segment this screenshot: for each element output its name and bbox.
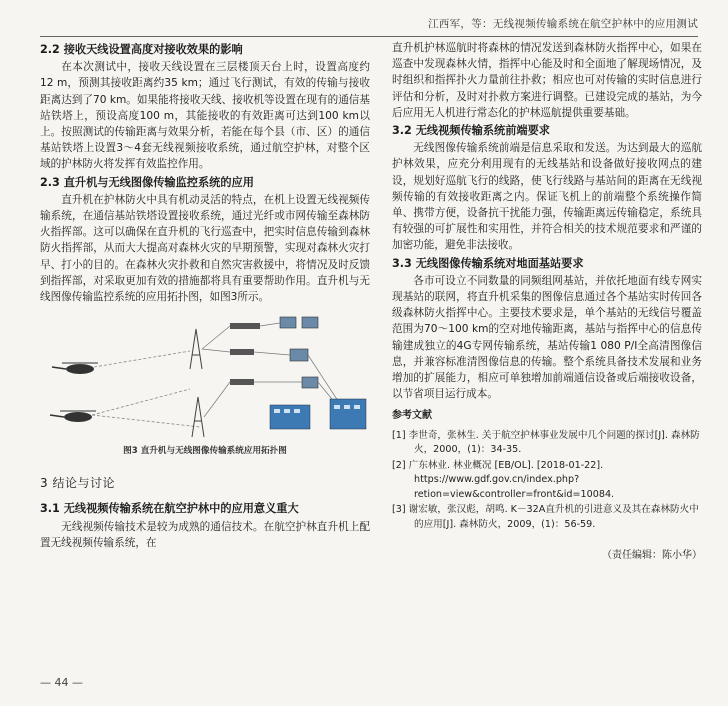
section-3-2-heading: 3.2 无线视频传输系统前端要求 (392, 124, 550, 138)
section-2-2-heading: 2.2 接收天线设置高度对接收效果的影响 (40, 43, 243, 56)
section-3-2-body: 无线图像传输系统前端是信息采取和发送。为达到最大的巡航护林效果，应充分利用现有的无线基站和设备做好接收网点的建设，规划好巡航飞行的线路，使飞行线路与基站间的距离在无线视频传输的有效接收距离之内。保证飞机上的前端整个系统操作简单、携带方便，设备抗干扰能力强，传输距离远传输稳定，系统具有较强的可扩展性和实用性，并符合相关的技术规范要求和严谨的加密功能，避免非法接收。 (392, 142, 702, 252)
section-3-heading: 3 结论与讨论 (40, 476, 115, 491)
page-number: — 44 — (40, 676, 83, 689)
responsible-editor: （责任编辑：陈小华） (602, 550, 702, 562)
switch-icon (230, 323, 260, 385)
reference-item: [3] 谢宏敏，张汉彪，胡鸣. K－32A直升机的引进意义及其在森林防火中的应用[J]. 森林防火，2009，(1)：56-59. (392, 504, 699, 530)
section-2-2-body: 在本次测试中，接收天线设置在三层楼顶天台上时，设置高度约12 m，预测其接收距离约35 km；通过飞行测试，有效的传输与接收距离达到了70 km。如果能将接收天线、接收机等设置在现有的通信基站铁塔上，预设高度100 m，其能接收的有效距离可达到100 km以上。按照测试的传输距离与效果分析，若能在每个县（市、区）的通信基站铁塔上设置3～4套无线视频接收系统，通过航空护林，对整个区域的护林防火将发挥有效监控作用。 (40, 61, 370, 171)
reference-item: [1] 李世奇，张林生. 关于航空护林事业发展中几个问题的探讨[J]. 森林防火，2000，(1)：34-35. (392, 429, 700, 456)
section-3-1-heading: 3.1 无线视频传输系统在航空护林中的应用意义重大 (40, 502, 299, 516)
section-3-3-body: 各市可设立不同数量的同频组网基站，并依托地面有线专网实现基站的联网，将直升机采集的图像信息通过各个基站实时传回各级森林防火指挥中心。主要技术要求是，单个基站的无线信号覆盖范围为70～100 km的空对地传输距离，基站与指挥中心的信息传输建成独立的4G专网传输系统，基站传输1 080 P/I全高清图像信息，并兼容标准清图像信息的传输。整个系统具备技术发展和业务增加的扩展能力，相应可单独增加前端通信设备或后端接收设备，以节省项目运行成本。 (392, 274, 702, 401)
helicopter-icon (50, 411, 96, 422)
continued-body: 直升机护林巡航时将森林的情况发送到森林防火指挥中心，如果在巡查中发现森林火情，指挥中心能及时和全面地了解现场情况，及时组织和指挥扑火力量前往扑救；相应也可对传输的实时信息进行评估和分析，及时对扑救方案进行调整。已建设完成的基站，为今后应用无人机进行常态化的护林巡航提供重要基础。 (392, 42, 702, 119)
building-icon (270, 399, 366, 429)
section-2-3-body: 直升机在护林防火中具有机动灵活的特点，在机上设置无线视频传输系统，在通信基站铁塔设置接收系统，通过光纤或市网传输至森林防火指挥部。这可以确保在直升机的飞行巡查中，把实时信息传输到森林防火指挥部，从而大大提高对森林火灾的早期预警，实现对森林火灾打早、打小的目的。在森林火灾扑救和自然灾害救援中，将情况及时反馈到指挥部，对采取更加有效的措施都将具有重要帮助作用。直升机与无线图像传输监控系统的应用拓扑图，如图3所示。 (40, 193, 370, 304)
left-column (40, 40, 370, 551)
helicopter-icon (52, 363, 98, 374)
section-3-3-heading: 3.3 无线图像传输系统对地面基站要求 (392, 256, 584, 270)
figure-3 (40, 309, 370, 457)
topology-diagram (40, 309, 370, 441)
running-header (40, 14, 698, 37)
references-heading: 参考文献 (392, 410, 432, 422)
tower-icon (192, 397, 204, 437)
tower-icon (190, 329, 202, 369)
monitor-icon (280, 317, 318, 388)
section-3-1-body: 无线视频传输技术是较为成熟的通信技术。在航空护林直升机上配置无线视频传输系统，在 (40, 520, 370, 549)
section-2-3-heading: 2.3 直升机与无线图像传输监控系统的应用 (40, 175, 254, 189)
right-column (392, 40, 702, 564)
running-title: 江西军，等：无线视频传输系统在航空护林中的应用测试 (428, 18, 698, 30)
reference-item: [2] 广东林业. 林业概况 [EB/OL]. [2018-01-22]. https://www.gdf.gov.cn/index.php?retion=view&controller=front&id=10084. (392, 459, 615, 500)
figure-caption: 图3 直升机与无线图像传输系统应用拓扑图 (123, 446, 287, 457)
